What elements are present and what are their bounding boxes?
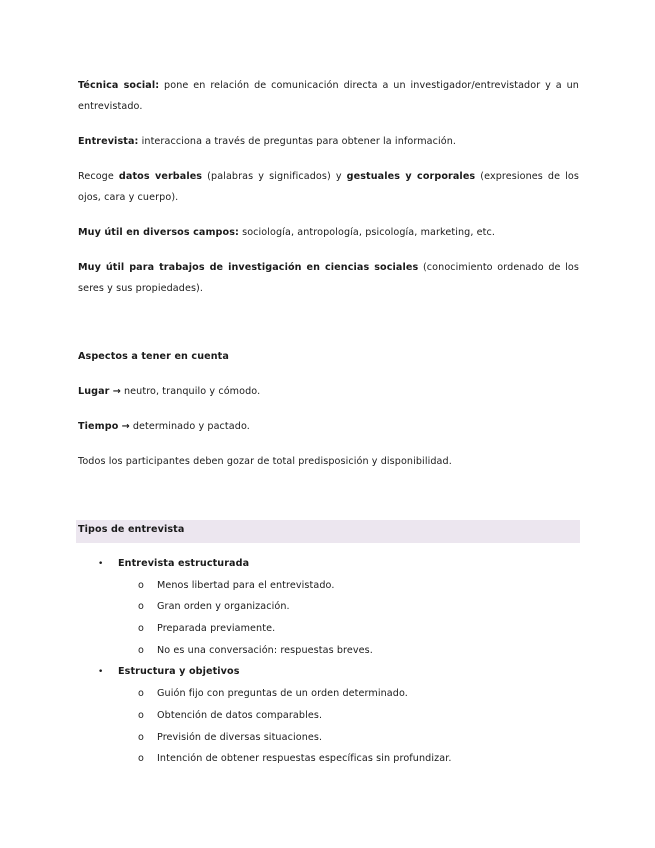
- participantes-note: Todos los participantes deben gozar de total predisposición y disponibilidad.: [78, 456, 452, 467]
- list-item: Menos libertad para el entrevistado.: [157, 580, 335, 591]
- arrow-icon: →: [121, 421, 130, 432]
- bullet-icon: •: [98, 559, 104, 569]
- paragraph-entrevista: [78, 131, 579, 152]
- term-ciencias-sociales: Muy útil para trabajos de investigación en ciencias sociales: [78, 262, 419, 273]
- list-item: Intención de obtener respuestas específicas sin profundizar.: [157, 753, 452, 764]
- paragraph-diversos-campos: [78, 222, 579, 243]
- paragraph-tiempo: [78, 416, 579, 437]
- paragraph-recoge-datos: [78, 166, 579, 208]
- sub-bullet-icon: o: [138, 753, 144, 764]
- list-group-title: Entrevista estructurada: [118, 558, 250, 569]
- definition-tecnica-social: pone en relación de comunicación directa a un investigador/entrevistador y a un entrevistado.: [78, 80, 579, 112]
- paragraph-lugar: [78, 381, 579, 402]
- term-datos-verbales: datos verbales: [118, 171, 203, 182]
- ciencias-sociales-detail: (conocimiento ordenado de los seres y sus propiedades).: [78, 262, 579, 294]
- datos-verbales-detail: (palabras y significados) y: [202, 171, 347, 182]
- list-item: Guión fijo con preguntas de un orden determinado.: [157, 688, 408, 699]
- campos-list: sociología, antropología, psicología, marketing, etc.: [238, 227, 496, 238]
- paragraph-participantes: [78, 451, 579, 472]
- section-heading-tipos: [76, 520, 580, 543]
- arrow-icon: →: [112, 386, 121, 397]
- list-item: Gran orden y organización.: [157, 601, 290, 612]
- term-tecnica-social: Técnica social:: [78, 80, 160, 91]
- paragraph-ciencias-sociales: [78, 257, 579, 299]
- sub-bullet-icon: o: [138, 710, 144, 721]
- list-group-title: Estructura y objetivos: [118, 666, 240, 677]
- tipos-heading-text: Tipos de entrevista: [78, 524, 185, 535]
- sub-bullet-icon: o: [138, 732, 144, 743]
- gestuales-detail: (expresiones de los ojos, cara y cuerpo).: [78, 171, 579, 203]
- sub-bullet-icon: o: [138, 645, 144, 656]
- term-gestuales-corporales: gestuales y corporales: [346, 171, 476, 182]
- paragraph-tecnica-social: [78, 75, 579, 117]
- list-item: Previsión de diversas situaciones.: [157, 732, 323, 743]
- sub-bullet-icon: o: [138, 688, 144, 699]
- term-entrevista: Entrevista:: [78, 136, 139, 147]
- list-item: Preparada previamente.: [157, 623, 276, 634]
- lugar-label: Lugar: [78, 386, 110, 397]
- list-item: Obtención de datos comparables.: [157, 710, 323, 721]
- sub-bullet-icon: o: [138, 623, 144, 634]
- tiempo-text: determinado y pactado.: [129, 421, 250, 432]
- bullet-icon: •: [98, 667, 104, 677]
- term-diversos-campos: Muy útil en diversos campos:: [78, 227, 239, 238]
- tiempo-label: Tiempo: [78, 421, 119, 432]
- sub-bullet-icon: o: [138, 580, 144, 591]
- definition-entrevista: interacciona a través de preguntas para obtener la información.: [138, 136, 457, 147]
- aspectos-heading-text: Aspectos a tener en cuenta: [78, 351, 229, 362]
- list-item: No es una conversación: respuestas breves.: [157, 645, 373, 656]
- lugar-text: neutro, tranquilo y cómodo.: [120, 386, 261, 397]
- sub-bullet-icon: o: [138, 601, 144, 612]
- section-heading-aspectos: [78, 346, 579, 367]
- recoge-text: Recoge: [78, 171, 119, 182]
